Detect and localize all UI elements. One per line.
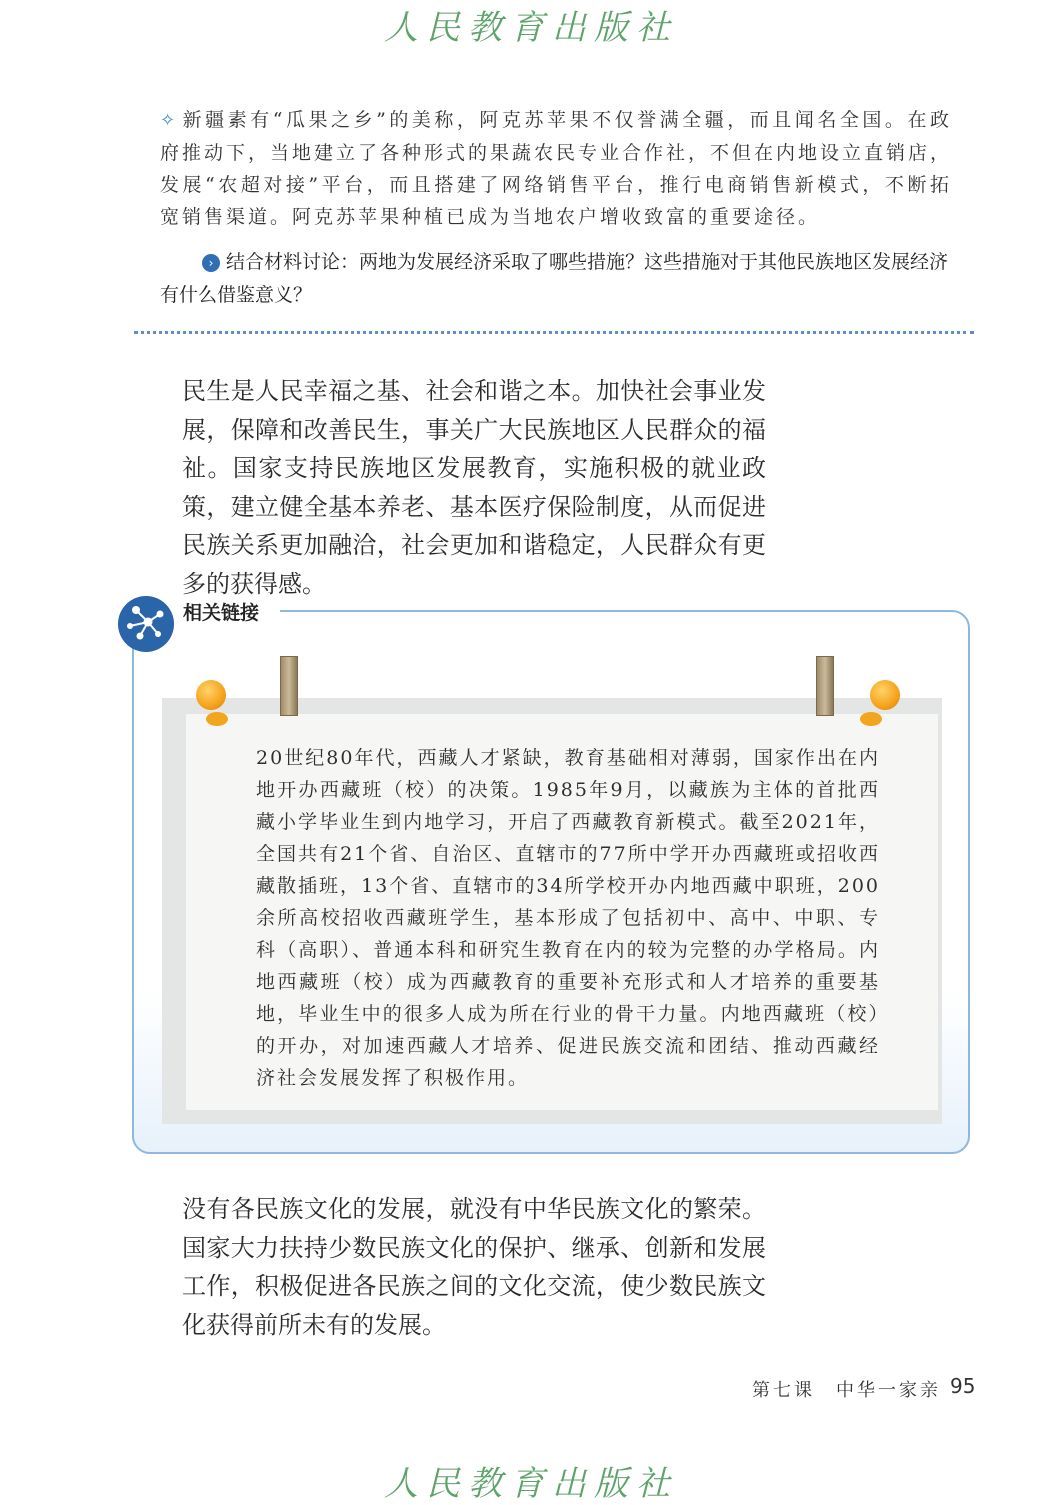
- related-link-title: 相关链接: [183, 602, 260, 624]
- publisher-watermark-top: 人民教育出版社: [384, 8, 678, 48]
- publisher-watermark-bottom: 人民教育出版社: [384, 1464, 678, 1504]
- discussion-text: 结合材料讨论：两地为发展经济采取了哪些措施？这些措施对于其他民族地区发展经济有什么借鉴意义？: [160, 251, 949, 306]
- case-text: 新疆素有“瓜果之乡”的美称，阿克苏苹果不仅誉满全疆，而且闻名全国。在政府推动下，当地建立了各种形式的果蔬农民专业合作社，不但在内地设立直销店，发展“农超对接”平台，而且搭建了网络销售平台，推行电商销售新模式，不断拓宽销售渠道。阿克苏苹果种植已成为当地农户增收致富的重要途径。: [160, 109, 953, 228]
- page-number: 95: [950, 1374, 976, 1398]
- related-link-text: [216, 742, 880, 1094]
- pushpin-icon: [206, 712, 228, 726]
- link-body: 20世纪80年代，西藏人才紧缺，教育基础相对薄弱，国家作出在内地开办西藏班（校）的决策。1985年9月，以藏族为主体的首批西藏小学毕业生到内地学习，开启了西藏教育新模式。截至2021年，全国共有21个省、自治区、直辖市的77所中学开办西藏班或招收西藏散插班，13个省、直辖市的34所学校开办内地西藏中职班，200余所高校招收西藏班学生，基本形成了包括初中、高中、中职、专科（高职）、普通本科和研究生教育在内的较为完整的办学格局。内地西藏班（校）成为西藏教育的重要补充形式和人才培养的重要基地，毕业生中的很多人成为所在行业的骨干力量。内地西藏班（校）的开办，对加速西藏人才培养、促进民族交流和团结、推动西藏经济社会发展发挥了积极作用。: [256, 747, 880, 1089]
- clothespin-icon: [280, 656, 298, 716]
- discussion-prompt: [160, 246, 952, 312]
- paragraph-1-text: 民生是人民幸福之基、社会和谐之本。加快社会事业发展，保障和改善民生，事关广大民族地区人民群众的福祉。国家支持民族地区发展教育，实施积极的就业政策，建立健全基本养老、基本医疗保险制度，从而促进民族关系更加融洽，社会更加和谐稳定，人民群众有更多的获得感。: [182, 377, 766, 598]
- pushpin-icon: [860, 712, 882, 726]
- pushpin-icon: [196, 680, 226, 710]
- paragraph-2-text: 没有各民族文化的发展，就没有中华民族文化的繁荣。国家大力扶持少数民族文化的保护、继承、创新和发展工作，积极促进各民族之间的文化交流，使少数民族文化获得前所未有的发展。: [182, 1195, 766, 1339]
- body-paragraph-2: [134, 1190, 766, 1344]
- pushpin-icon: [870, 680, 900, 710]
- network-link-icon: [118, 596, 174, 652]
- lesson-title: 第七课 中华一家亲: [752, 1380, 941, 1401]
- section-divider: [134, 331, 974, 334]
- clothespin-icon: [816, 656, 834, 716]
- body-paragraph-1: [134, 372, 766, 603]
- case-material: [160, 104, 952, 233]
- diamond-bullet-icon: ✧: [160, 110, 179, 131]
- arrow-right-icon: ›: [202, 254, 220, 272]
